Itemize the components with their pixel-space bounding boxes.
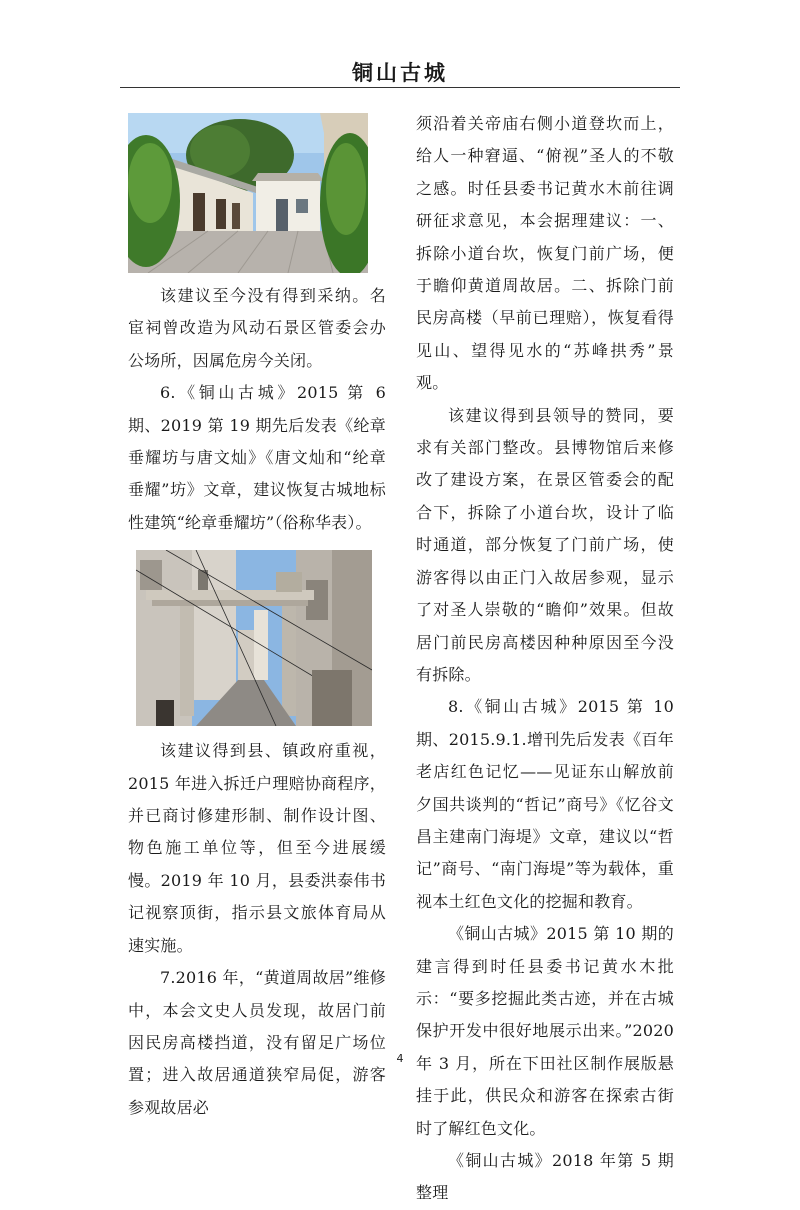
stone-archway-alley-photo	[136, 550, 372, 726]
header-rule	[120, 87, 680, 88]
paragraph: 6.《铜山古城》2015 第 6 期、2019 第 19 期先后发表《纶章垂耀坊与唐文灿》《唐文灿和“纶章垂耀”坊》文章，建议恢复古城地标性建筑“纶章垂耀坊”（俗称华表）。	[128, 383, 386, 532]
paragraph: 该建议得到县领导的赞同，要求有关部门整改。县博物馆后来修改了建设方案，在景区管委会的配合下，拆除了小道台坎，设计了临时通道，部分恢复了门前广场，使游客得以由正门入故居参观，显示了对圣人崇敬的“瞻仰”效果。但故居门前民房高楼因种种原因至今没有拆除。	[416, 405, 674, 684]
right-column	[416, 108, 674, 1210]
paragraph: 该建议至今没有得到采纳。名宦祠曾改造为风动石景区管委会办公场所，因属危房今关闭。	[128, 286, 386, 370]
left-column	[128, 108, 386, 1124]
paragraph: 《铜山古城》2018 年第 5 期整理	[416, 1151, 674, 1203]
paragraph: 该建议得到县、镇政府重视，2015 年进入拆迁户理赔协商程序，并已商讨修建形制、制作设计图、物色施工单位等，但至今进展缓慢。2019 年 10 月，县委洪泰伟书记视察顶街，指示县文旅体育局从速实施。	[128, 741, 386, 955]
courtyard-house-photo	[128, 113, 368, 273]
paragraph: 8.《铜山古城》2015 第 10 期、2015.9.1.增刊先后发表《百年老店红色记忆——见证东山解放前夕国共谈判的“哲记”商号》《忆谷文昌主建南门海堤》文章，建议以“哲记”商号、“南门海堤”等为载体，重视本土红色文化的挖掘和教育。	[416, 697, 674, 911]
paragraph: 《铜山古城》2015 第 10 期的建言得到时任县委书记黄水木批示：“要多挖掘此类古迹，并在古城保护开发中很好地展示出来。”2020 年 3 月，所在下田社区制作展版悬挂于此，供民众和游客在探索古街时了解红色文化。	[416, 924, 674, 1138]
page-number: 4	[396, 1052, 404, 1065]
paragraph: 7.2016 年，“黄道周故居”维修中，本会文史人员发现，故居门前因民房高楼挡道，没有留足广场位置；进入故居通道狭窄局促，游客参观故居必	[128, 968, 386, 1117]
running-header: 铜山古城	[352, 61, 448, 85]
paragraph-continued: 须沿着关帝庙右侧小道登坎而上，给人一种窘逼、“俯视”圣人的不敬之感。时任县委书记黄水木前往调研征求意见，本会据理建议：一、拆除小道台坎，恢复门前广场，便于瞻仰黄道周故居。二、拆除门前民房高楼（早前已理赔），恢复看得见山、望得见水的“苏峰拱秀”景观。	[416, 114, 674, 393]
